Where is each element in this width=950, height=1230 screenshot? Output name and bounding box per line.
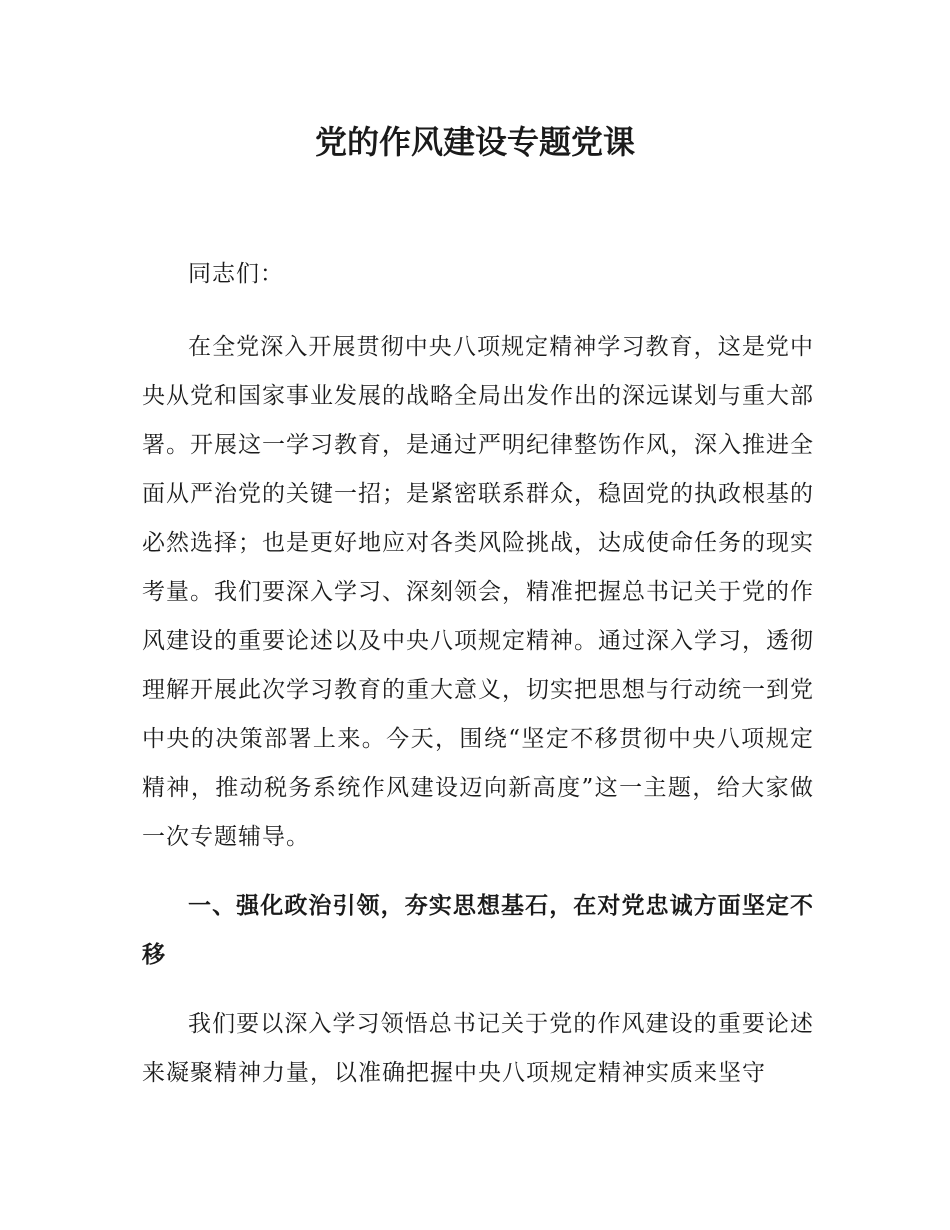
paragraph-intro: 在全党深入开展贯彻中央八项规定精神学习教育，这是党中央从党和国家事业发展的战略全局出发作出的深远谋划与重大部署。开展这一学习教育，是通过严明纪律整饬作风，深入推进全面从严治党的关键一招；是紧密联系群众，稳固党的执政根基的必然选择；也是更好地应对各类风险挑战，达成使命任务的现实考量。我们要深入学习、深刻领会，精准把握总书记关于党的作风建设的重要论述以及中央八项规定精神。通过深入学习，透彻理解开展此次学习教育的重大意义，切实把思想与行动统一到党中央的决策部署上来。今天，围绕“坚定不移贯彻中央八项规定精神，推动税务系统作风建设迈向新高度”这一主题，给大家做一次专题辅导。 (142, 334, 814, 850)
document-title: 党的作风建设专题党课 (314, 123, 635, 161)
paragraph-section-1: 我们要以深入学习领悟总书记关于党的作风建设的重要论述来凝聚精神力量，以准确把握中央八项规定精神实质来坚守 (142, 1011, 814, 1086)
greeting: 同志们： (188, 261, 284, 287)
section-heading-1: 一、强化政治引领，夯实思想基石，在对党忠诚方面坚定不移 (142, 893, 814, 968)
document-body (142, 250, 814, 1098)
